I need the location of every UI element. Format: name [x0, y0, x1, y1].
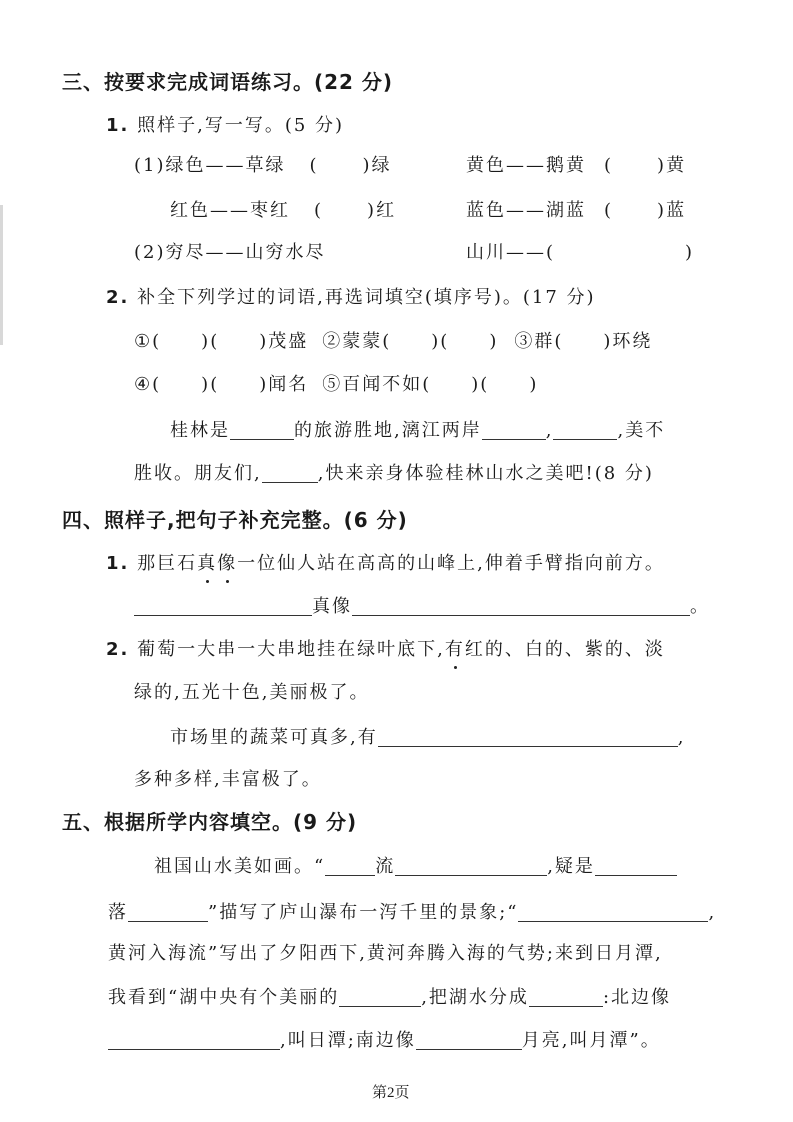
- s4-q2-sentence-line1: 2. 葡萄一大串一大串地挂在绿叶底下,有红的、白的、紫的、淡: [106, 639, 665, 660]
- q-number: 1.: [106, 553, 130, 574]
- q-number: 2.: [106, 639, 130, 660]
- s5-line3: 黄河入海流”写出了夕阳西下,黄河奔腾入海的气势;来到日月潭,: [108, 943, 663, 964]
- answer-blank[interactable]: [108, 1031, 280, 1050]
- s4-q1-sentence: 1. 那巨石真像一位仙人站在高高的山峰上,伸着手臂指向前方。: [106, 553, 665, 574]
- s5-line5: ,叫日潭;南边像 月亮,叫月潭”。: [108, 1031, 661, 1050]
- answer-blank[interactable]: [595, 857, 677, 876]
- s5-line1: 祖国山水美如画。“ 流 ,疑是: [154, 857, 677, 876]
- s3-q1-row1-left: (1)绿色——草绿 ( )绿: [134, 155, 392, 176]
- answer-blank[interactable]: [529, 988, 603, 1007]
- s3-q1-label: 照样子,写一写。(5 分): [137, 115, 345, 136]
- section-3-title: 三、按要求完成词语练习。(22 分): [62, 70, 394, 94]
- section-5-title: 五、根据所学内容填空。(9 分): [62, 810, 358, 834]
- answer-blank[interactable]: [262, 464, 318, 483]
- scan-edge: [0, 205, 3, 345]
- answer-blank[interactable]: [134, 597, 312, 616]
- answer-blank[interactable]: [325, 857, 375, 876]
- s3-q1-row3-left: (2)穷尽——山穷水尽: [134, 242, 326, 263]
- page-number: 第2页: [372, 1085, 410, 1101]
- answer-blank[interactable]: [378, 728, 678, 747]
- s3-q1-row1-right: 黄色——鹅黄 ( )黄: [466, 155, 687, 176]
- s5-line4: 我看到“湖中央有个美丽的 ,把湖水分成 :北边像: [108, 987, 672, 1008]
- q-number: 1.: [106, 115, 130, 136]
- s3-q1-row3-right: 山川——( ): [466, 242, 695, 263]
- s3-q2-passage-line1: 桂林是 的旅游胜地,漓江两岸 , ,美不: [170, 420, 666, 441]
- s3-q2-passage-line2: 胜收。朋友们, ,快来亲身体验桂林山水之美吧!(8 分): [134, 463, 654, 484]
- s4-q2-answer-line1: 市场里的蔬菜可真多,有 ,: [170, 727, 686, 748]
- answer-blank[interactable]: [518, 903, 708, 922]
- answer-blank[interactable]: [352, 597, 690, 616]
- answer-blank[interactable]: [128, 903, 208, 922]
- s4-q2-answer-line2: 多种多样,丰富极了。: [134, 769, 322, 790]
- answer-blank[interactable]: [553, 421, 617, 440]
- answer-blank[interactable]: [482, 421, 546, 440]
- s4-q2-sentence-line2: 绿的,五光十色,美丽极了。: [134, 682, 370, 703]
- s3-q1: [106, 117, 344, 135]
- answer-blank[interactable]: [230, 421, 294, 440]
- s3-q2-words-row1: ①( )( )茂盛 ②蒙蒙( )( ) ③群( )环绕: [134, 331, 653, 352]
- s3-q2: [106, 289, 596, 307]
- answer-blank[interactable]: [339, 988, 421, 1007]
- s3-q1-row2-left: 红色——枣红 ( )红: [170, 200, 397, 221]
- section-4-title: 四、照样子,把句子补充完整。(6 分): [62, 508, 408, 532]
- s3-q2-words-row2: ④( )( )闻名 ⑤百闻不如( )( ): [134, 374, 539, 395]
- s3-q1-row2-right: 蓝色——湖蓝 ( )蓝: [466, 200, 687, 221]
- answer-blank[interactable]: [395, 857, 547, 876]
- q-number: 2.: [106, 287, 130, 308]
- s4-q1-answer-line: 真像 。: [134, 597, 710, 616]
- answer-blank[interactable]: [416, 1031, 522, 1050]
- s3-q2-label: 补全下列学过的词语,再选词填空(填序号)。(17 分): [137, 287, 596, 308]
- s5-line2: 落 ”描写了庐山瀑布一泻千里的景象;“ ,: [108, 902, 717, 923]
